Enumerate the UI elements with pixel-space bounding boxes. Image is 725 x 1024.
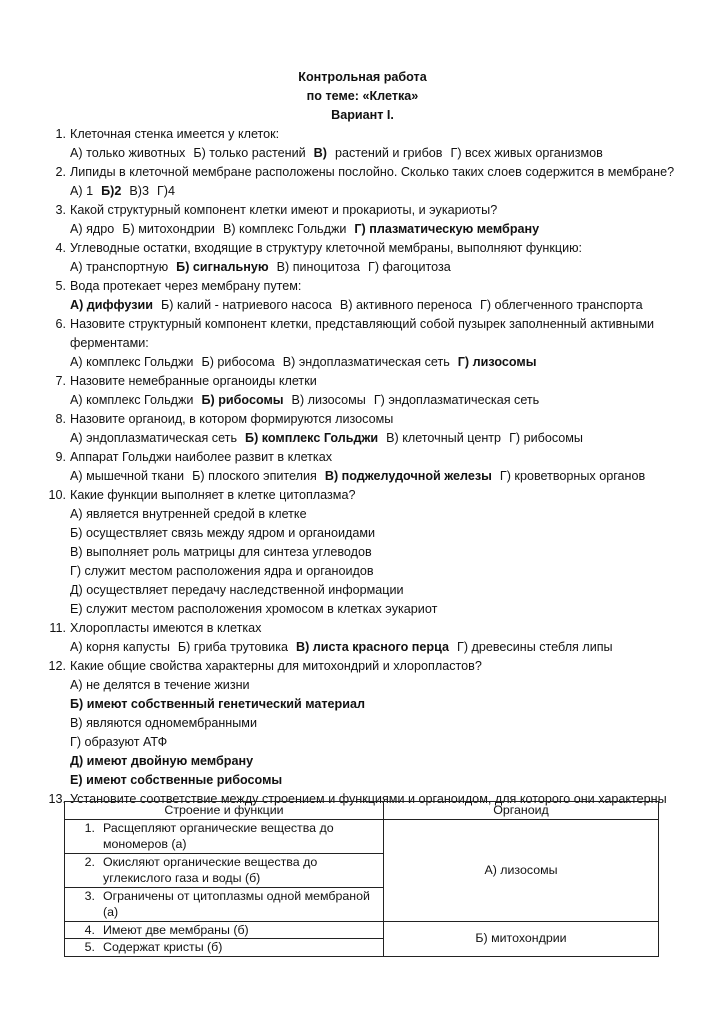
answer-line: Е) служит местом расположения хромосом в клетках эукариот [70, 602, 438, 616]
question-text: Какие функции выполняет в клетке цитоплазма? [70, 488, 356, 502]
answer-option: Г)4 [156, 184, 175, 198]
answer-option: В) листа красного перца [296, 640, 449, 654]
answer-option: Г) рибосомы [509, 431, 583, 445]
answer-option: А) только животных [70, 146, 186, 160]
question-text: Аппарат Гольджи наиболее развит в клетках [70, 450, 333, 464]
answer-option: В) лизосомы [291, 393, 366, 407]
answer-option: Г) фагоцитоза [368, 260, 451, 274]
answer-line: А) не делятся в течение жизни [70, 678, 250, 692]
answer-option: Б) гриба трутовика [177, 640, 289, 654]
answer-option: В) клеточный центр [386, 431, 502, 445]
table-header-structure: Строение и функции [65, 802, 384, 820]
answer-line: Б) осуществляет связь между ядром и органоидами [70, 526, 376, 540]
question-text: Назовите структурный компонент клетки, представляющий собой пузырек заполненный активными [70, 317, 655, 331]
answer-option: А) комплекс Гольджи [70, 393, 194, 407]
organoid-a: А) лизосомы [384, 819, 659, 921]
answer-options [70, 467, 653, 486]
answer-line: Г) служит местом расположения ядра и органоидов [70, 564, 374, 578]
answer-option: Г) лизосомы [457, 355, 537, 369]
answer-option: А) эндоплазматическая сеть [70, 431, 238, 445]
row-number: 5. [84, 940, 95, 954]
answer-option: Г) кроветворных органов [499, 469, 646, 483]
question-text: Вода протекает через мембрану путем: [70, 279, 302, 293]
answer-option: Б) рибосомы [201, 393, 284, 407]
answer-option: Г) всех живых организмов [450, 146, 603, 160]
answer-options [70, 182, 183, 201]
row-number: 4. [84, 922, 95, 937]
answer-option: А) мышечной ткани [70, 469, 185, 483]
question-text: Установите соответствие между строением и функциями и органоидом, для которого они характерны [70, 792, 667, 806]
answer-option: Б) митохондрии [122, 222, 215, 236]
answer-option: В) комплекс Гольджи [222, 222, 347, 236]
answer-option: В) поджелудочной железы [324, 469, 492, 483]
row-number: 3. [84, 888, 95, 903]
question-text: Липиды в клеточной мембране расположены послойно. Сколько таких слоев содержится в мембране? [70, 165, 675, 179]
answer-option: В)3 [129, 184, 149, 198]
question-number: 1. [55, 127, 66, 141]
answer-line: В) являются одномембранными [70, 716, 257, 730]
answer-option: Б) калий - натриевого насоса [160, 298, 332, 312]
answer-option: Г) эндоплазматическая сеть [373, 393, 540, 407]
answer-options [70, 429, 591, 448]
doc-title: Контрольная работа [298, 70, 427, 84]
doc-topic: по теме: «Клетка» [306, 89, 419, 103]
row-text: Расщепляют органические вещества до мономеров (а) [103, 820, 334, 851]
answer-line: Б) имеют собственный генетический материал [70, 697, 365, 711]
question-number: 11. [49, 621, 66, 635]
question-text: Какой структурный компонент клетки имеют и прокариоты, и эукариоты? [70, 203, 498, 217]
question-number: 10. [48, 488, 66, 502]
question-text: Углеводные остатки, входящие в структуру клеточной мембраны, выполняют функцию: [70, 241, 583, 255]
table-row [65, 921, 659, 939]
row-number: 2. [84, 854, 95, 869]
answer-option: Б) сигнальную [176, 260, 269, 274]
matching-table [64, 801, 659, 957]
answer-option: растений и грибов [334, 146, 443, 160]
row-text: Имеют две мембраны (б) [103, 922, 249, 937]
question-text: Какие общие свойства характерны для митохондрий и хлоропластов? [70, 659, 482, 673]
question-number: 13. [48, 792, 66, 806]
answer-options [70, 220, 547, 239]
answer-option: А) транспортную [70, 260, 169, 274]
question-number: 6. [55, 317, 66, 331]
answer-option: А) ядро [70, 222, 115, 236]
answer-option: А) комплекс Гольджи [70, 355, 194, 369]
answer-option: Б) плоского эпителия [192, 469, 317, 483]
answer-line: А) является внутренней средой в клетке [70, 507, 307, 521]
doc-variant: Вариант I. [331, 108, 394, 122]
table-row [65, 819, 659, 853]
question-number: 8. [55, 412, 66, 426]
question-number: 9. [55, 450, 66, 464]
question-text: Назовите немебранные органоиды клетки [70, 374, 317, 388]
answer-line: Е) имеют собственные рибосомы [70, 773, 283, 787]
answer-options [70, 353, 544, 372]
question-text: Назовите органоид, в котором формируются лизосомы [70, 412, 394, 426]
answer-line: В) выполняет роль матрицы для синтеза углеводов [70, 545, 372, 559]
answer-option: В) эндоплазматическая сеть [282, 355, 450, 369]
answer-option: В) активного переноса [339, 298, 473, 312]
row-text: Окисляют органические вещества до углекислого газа и воды (б) [103, 854, 318, 885]
answer-option: Г) плазматическую мембрану [354, 222, 540, 236]
question-number: 3. [55, 203, 66, 217]
answer-option: А) 1 [70, 184, 94, 198]
answer-line: Д) имеют двойную мембрану [70, 754, 254, 768]
answer-line: Д) осуществляет передачу наследственной информации [70, 583, 404, 597]
answer-option: Б) рибосома [201, 355, 275, 369]
answer-options [70, 296, 651, 315]
organoid-b: Б) митохондрии [384, 921, 659, 956]
answer-option: Б)2 [101, 184, 122, 198]
answer-option: В) [313, 146, 327, 160]
answer-option: Г) древесины стебля липы [457, 640, 613, 654]
question-number: 7. [55, 374, 66, 388]
answer-options [70, 144, 611, 163]
question-text-continued: ферментами: [70, 336, 149, 350]
answer-option: В) пиноцитоза [276, 260, 361, 274]
table-header-organoid: Органоид [384, 802, 659, 820]
answer-options [70, 391, 547, 410]
answer-line: Г) образуют АТФ [70, 735, 168, 749]
answer-option: Б) только растений [193, 146, 306, 160]
answer-option: А) корня капусты [70, 640, 170, 654]
answer-option: Б) комплекс Гольджи [245, 431, 379, 445]
answer-option: А) диффузии [70, 298, 153, 312]
row-text: Ограничены от цитоплазмы одной мембраной (а) [103, 888, 370, 919]
question-text: Хлоропласты имеются в клетках [70, 621, 262, 635]
question-text: Клеточная стенка имеется у клеток: [70, 127, 280, 141]
question-number: 4. [55, 241, 66, 255]
answer-option: Г) облегченного транспорта [480, 298, 643, 312]
question-number: 5. [55, 279, 66, 293]
row-number: 1. [84, 820, 95, 835]
answer-options [70, 638, 621, 657]
question-number: 12. [48, 659, 66, 673]
question-number: 2. [55, 165, 66, 179]
row-text: Содержат кристы (б) [103, 940, 223, 954]
answer-options [70, 258, 459, 277]
